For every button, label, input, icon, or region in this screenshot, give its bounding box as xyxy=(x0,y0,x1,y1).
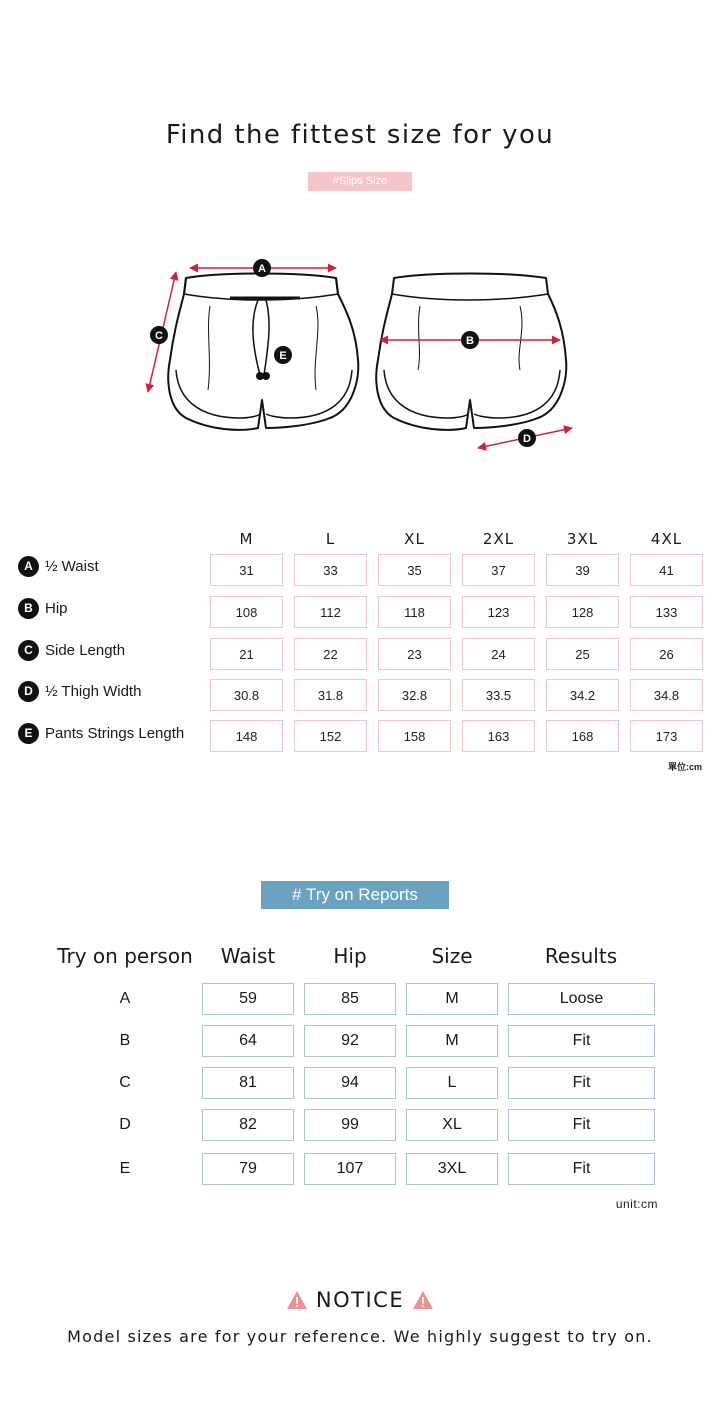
try-on-cell-hip: 94 xyxy=(304,1067,396,1099)
try-on-cell-hip: 99 xyxy=(304,1109,396,1141)
try-on-cell-result: Fit xyxy=(508,1109,655,1141)
badge-d: D xyxy=(18,681,39,702)
row-label-waist xyxy=(18,555,99,577)
try-on-cell-hip: 92 xyxy=(304,1025,396,1057)
size-cell: 152 xyxy=(294,720,367,752)
size-unit: 單位:cm xyxy=(667,762,702,772)
size-cell: 41 xyxy=(630,554,703,586)
badge-e: E xyxy=(18,723,39,744)
size-cell: 22 xyxy=(294,638,367,670)
size-cell: 173 xyxy=(630,720,703,752)
try-on-cell-result: Loose xyxy=(508,983,655,1015)
row-label-text: ½ Waist xyxy=(45,557,99,575)
row-label-text: Side Length xyxy=(45,641,126,659)
size-cell: 25 xyxy=(546,638,619,670)
try-on-person: B xyxy=(119,1032,131,1049)
size-cell: 30.8 xyxy=(210,679,283,711)
try-on-cell-size: L xyxy=(406,1067,498,1099)
size-cell: 158 xyxy=(378,720,451,752)
slips-size-tag: #Slips Size xyxy=(308,172,412,191)
measure-arrows xyxy=(148,268,572,448)
size-cell: 33 xyxy=(294,554,367,586)
size-cell: 148 xyxy=(210,720,283,752)
measure-badges xyxy=(150,259,536,447)
size-cell: 112 xyxy=(294,596,367,628)
size-cell: 39 xyxy=(546,554,619,586)
badge-c: C xyxy=(18,640,39,661)
size-cell: 34.2 xyxy=(546,679,619,711)
try-on-cell-waist: 79 xyxy=(202,1153,294,1185)
size-cell: 163 xyxy=(462,720,535,752)
warning-icon xyxy=(286,1290,308,1310)
try-on-cell-waist: 81 xyxy=(202,1067,294,1099)
badge-b-label: B xyxy=(466,335,474,347)
size-cell: 34.8 xyxy=(630,679,703,711)
try-on-cell-waist: 59 xyxy=(202,983,294,1015)
size-cell: 128 xyxy=(546,596,619,628)
row-label-strings-length xyxy=(18,722,184,744)
badge-a: A xyxy=(18,556,39,577)
try-on-cell-result: Fit xyxy=(508,1153,655,1185)
header-try-on-person: Try on person xyxy=(57,944,193,968)
try-on-person: A xyxy=(119,990,131,1007)
back-shorts xyxy=(376,274,566,430)
try-on-cell-result: Fit xyxy=(508,1067,655,1099)
row-label-text: Hip xyxy=(45,599,68,617)
try-on-cell-hip: 85 xyxy=(304,983,396,1015)
size-cell: 168 xyxy=(546,720,619,752)
header-results: Results xyxy=(544,944,618,968)
try-on-cell-waist: 82 xyxy=(202,1109,294,1141)
row-label-text: Pants Strings Length xyxy=(45,724,185,742)
size-cell: 32.8 xyxy=(378,679,451,711)
badge-c-label: C xyxy=(155,330,163,342)
size-header-2xl: 2XL xyxy=(482,530,515,548)
row-label-side-length xyxy=(18,639,125,661)
size-header-m: M xyxy=(239,530,254,548)
page-title: Find the fittest size for you xyxy=(165,120,555,150)
size-cell: 26 xyxy=(630,638,703,670)
try-on-tag: # Try on Reports xyxy=(261,881,449,909)
badge-b: B xyxy=(18,598,39,619)
size-cell: 118 xyxy=(378,596,451,628)
try-on-cell-result: Fit xyxy=(508,1025,655,1057)
size-cell: 123 xyxy=(462,596,535,628)
size-cell: 108 xyxy=(210,596,283,628)
badge-e-label: E xyxy=(279,350,287,362)
size-cell: 24 xyxy=(462,638,535,670)
try-on-cell-hip: 107 xyxy=(304,1153,396,1185)
try-on-cell-size: M xyxy=(406,983,498,1015)
header-size: Size xyxy=(431,944,473,968)
size-cell: 23 xyxy=(378,638,451,670)
header-hip: Hip xyxy=(333,944,367,968)
try-on-cell-size: XL xyxy=(406,1109,498,1141)
row-label-hip xyxy=(18,597,68,619)
size-cell: 31 xyxy=(210,554,283,586)
size-header-xl: XL xyxy=(404,530,425,548)
shorts-diagram xyxy=(140,250,580,460)
warning-icon xyxy=(412,1290,434,1310)
front-shorts xyxy=(168,274,358,430)
notice-text: Model sizes are for your reference. We highly suggest to try on. xyxy=(67,1327,653,1346)
header-waist: Waist xyxy=(220,944,276,968)
size-cell: 133 xyxy=(630,596,703,628)
badge-a-label: A xyxy=(258,263,266,275)
row-label-thigh-width xyxy=(18,680,141,702)
size-cell: 31.8 xyxy=(294,679,367,711)
notice-title: NOTICE xyxy=(315,1288,405,1312)
try-on-unit: unit:cm xyxy=(615,1197,658,1211)
size-header-l: L xyxy=(325,530,336,548)
row-label-text: ½ Thigh Width xyxy=(45,682,142,700)
size-header-4xl: 4XL xyxy=(650,530,683,548)
try-on-cell-size: M xyxy=(406,1025,498,1057)
notice-heading xyxy=(0,1288,720,1312)
size-cell: 33.5 xyxy=(462,679,535,711)
try-on-cell-size: 3XL xyxy=(406,1153,498,1185)
try-on-person: E xyxy=(119,1160,131,1177)
try-on-person: D xyxy=(119,1116,131,1133)
try-on-person: C xyxy=(119,1074,131,1091)
try-on-cell-waist: 64 xyxy=(202,1025,294,1057)
size-cell: 21 xyxy=(210,638,283,670)
size-cell: 35 xyxy=(378,554,451,586)
badge-d-label: D xyxy=(523,433,531,445)
size-cell: 37 xyxy=(462,554,535,586)
size-header-3xl: 3XL xyxy=(566,530,599,548)
